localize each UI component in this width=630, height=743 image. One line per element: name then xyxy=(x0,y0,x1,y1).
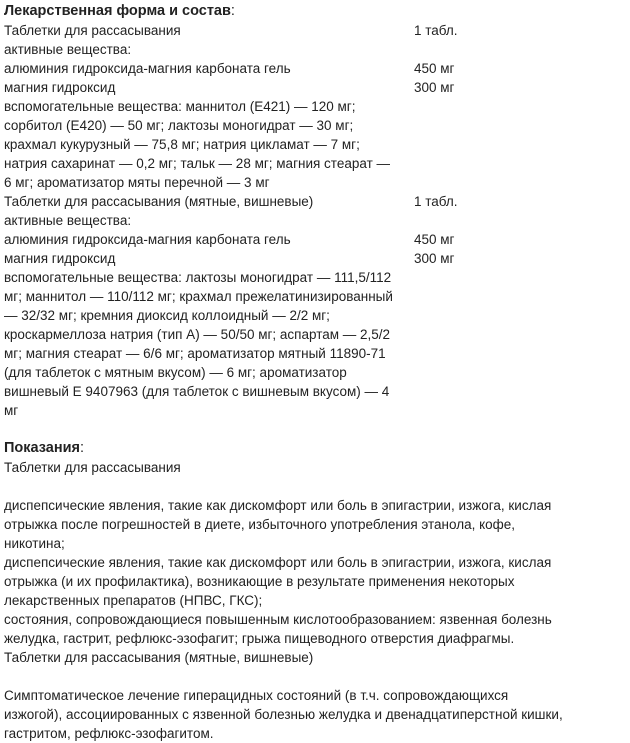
form1-title-row xyxy=(4,21,624,40)
active-dose: 300 мг xyxy=(414,251,455,266)
composition-heading: Лекарственная форма и состав: xyxy=(4,3,235,19)
section-spacer xyxy=(4,420,624,439)
form2-active-row xyxy=(4,249,624,268)
active-name: алюминия гидроксида-магния карбоната гель xyxy=(4,232,291,247)
indications-form1-title: Таблетки для рассасывания xyxy=(4,460,181,475)
active-dose: 450 мг xyxy=(414,61,455,76)
paragraph-spacer xyxy=(4,667,624,686)
form1-active-row xyxy=(4,59,624,78)
active-name: магния гидроксид xyxy=(4,251,116,266)
indication-item: диспепсические явления, такие как дискомфорт или боль в эпигастрии, изжога, кислая отрыжка (и их профилактика), возникающие в результате применения некоторых лекарственных препаратов (НПВС, ГКС); xyxy=(4,555,552,608)
form2-title: Таблетки для рассасывания (мятные, вишневые) xyxy=(4,194,314,209)
form1-active-row xyxy=(4,78,624,97)
active-dose: 450 мг xyxy=(414,232,455,247)
paragraph-spacer xyxy=(4,477,624,496)
form1-title: Таблетки для рассасывания xyxy=(4,23,181,38)
form1-active-label: активные вещества: xyxy=(4,42,132,57)
form1-title-dose: 1 табл. xyxy=(414,23,458,38)
form1-excipients: вспомогательные вещества: маннитол (Е421) — 120 мг; сорбитол (Е420) — 50 мг; лактозы моногидрат — 30 мг; крахмал кукурузный — 75,8 мг; натрия цикламат — 7 мг; натрия сахаринат — 0,2 мг; тальк — 28 мг; магния стеарат — 6 мг; ароматизатор мяты перечной — 3 мг xyxy=(4,99,391,190)
form2-excipients: вспомогательные вещества: лактозы моногидрат — 111,5/112 мг; маннитол — 110/112 мг; крахмал прежелатинизированный — 32/32 мг; кремния диоксид коллоидный — 2/2 мг; кроскармеллоза натрия (тип А) — 50/50 мг; аспартам — 2,5/2 мг; магния стеарат — 6/6 мг; ароматизатор мятный 11890-71 (для таблеток с мятным вкусом) — 6 мг; ароматизатор вишневый Е 9407963 (для таблеток с вишневым вкусом) — 4 мг xyxy=(4,270,393,418)
form2-active-label: активные вещества: xyxy=(4,213,132,228)
form2-title-dose: 1 табл. xyxy=(414,194,458,209)
active-name: магния гидроксид xyxy=(4,80,116,95)
active-name: алюминия гидроксида-магния карбоната гель xyxy=(4,61,291,76)
indication-item: диспепсические явления, такие как дискомфорт или боль в эпигастрии, изжога, кислая отрыжка после погрешностей в диете, избыточного употребления этанола, кофе, никотина; xyxy=(4,498,552,551)
indications-form2-text: Симптоматическое лечение гиперацидных состояний (в т.ч. сопровождающихся изжогой), ассоциированных с язвенной болезнью желудка и двенадцатиперстной кишки, гастритом, рефлюкс-эзофагитом. xyxy=(4,688,563,741)
active-dose: 300 мг xyxy=(414,80,455,95)
form2-active-row xyxy=(4,230,624,249)
indication-item: состояния, сопровождающиеся повышенным кислотообразованием: язвенная болезнь желудка, гастрит, рефлюкс-эзофагит; грыжа пищеводного отверстия диафрагмы. xyxy=(4,612,552,646)
form2-title-row xyxy=(4,192,624,211)
indications-heading: Показания: xyxy=(4,440,85,456)
document-page xyxy=(4,2,624,743)
indications-form2-title: Таблетки для рассасывания (мятные, вишневые) xyxy=(4,650,314,665)
